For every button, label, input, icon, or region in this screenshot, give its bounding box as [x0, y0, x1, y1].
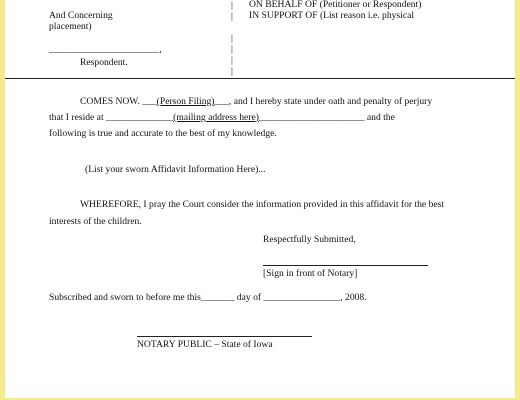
caption-divider-1: | — [231, 0, 233, 11]
list-info-line: (List your sworn Affidavit Information Here)... — [85, 164, 266, 175]
respectfully-submitted: Respectfully Submitted, — [263, 234, 356, 245]
caption-title-line-1: ON BEHALF OF (Petitioner or Respondent) — [249, 0, 422, 10]
caption-separator — [5, 78, 515, 79]
caption-divider-2: | — [231, 11, 233, 22]
wherefore-line-2: interests of the children. — [49, 216, 142, 227]
comes-now-end-text: ___, and I hereby state under oath and penalty of perjury — [214, 96, 433, 107]
reside-end-text: ______________________ and the — [258, 112, 395, 123]
petitioner-line-1: And Concerning — [49, 10, 113, 21]
caption-title-line-2: IN SUPPORT OF (List reason i.e. physical — [249, 10, 414, 21]
signature-line — [263, 265, 428, 266]
comes-now-text: COMES NOW. ___ — [80, 96, 157, 107]
respondent-label: Respondent. — [80, 57, 128, 68]
petitioner-line-2: placement) — [49, 21, 92, 32]
reside-line — [49, 112, 395, 123]
respondent-blank: _______________________, — [49, 44, 162, 55]
notary-signature-line — [137, 336, 312, 337]
subscribed-line: Subscribed and sworn to before me this_______ day of ________________, 2008. — [49, 292, 367, 303]
person-filing-field: (Person Filing) — [156, 96, 215, 107]
caption-divider-4: | — [231, 44, 233, 55]
comes-now-line — [80, 96, 432, 107]
affidavit-page — [5, 0, 515, 398]
wherefore-line-1: WHEREFORE, I pray the Court consider the information provided in this affidavit for the best — [80, 199, 445, 210]
sign-in-front-of-notary: [Sign in front of Notary] — [263, 268, 358, 279]
reside-start-text: that I reside at ______________ — [49, 112, 174, 123]
notary-public-label: NOTARY PUBLIC – State of Iowa — [137, 339, 273, 350]
mailing-address-field: (mailing address here) — [173, 112, 259, 123]
caption-divider-6: | — [231, 66, 233, 77]
following-line: following is true and accurate to the best of my knowledge. — [49, 128, 277, 139]
caption-divider-5: | — [231, 55, 233, 66]
caption-divider-3: | — [231, 33, 233, 44]
